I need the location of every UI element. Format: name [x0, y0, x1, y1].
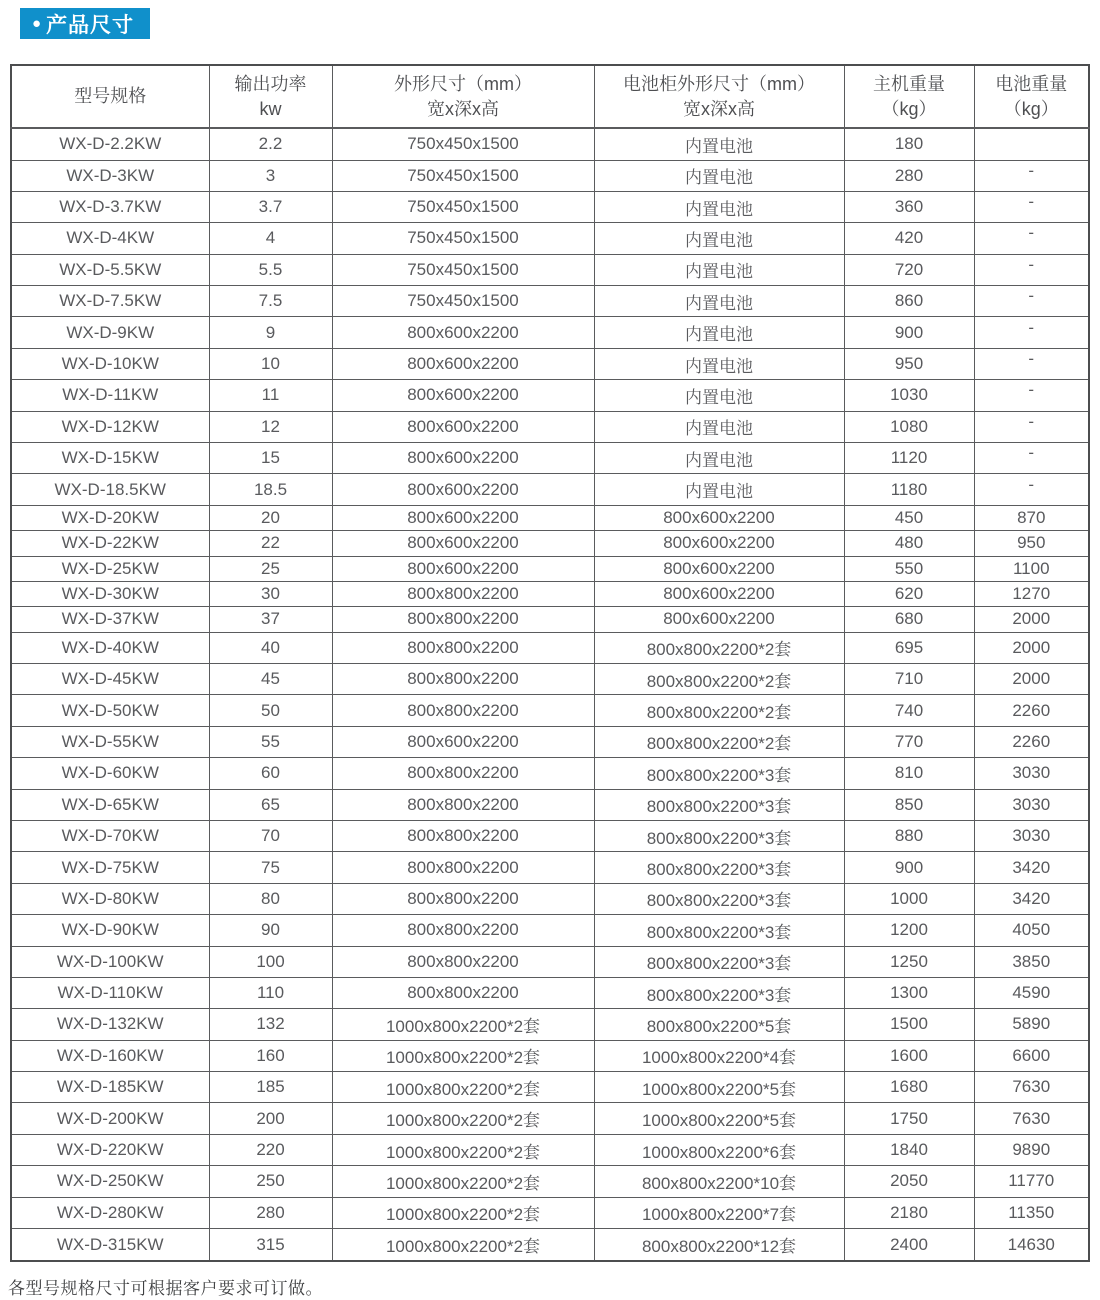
cell-host-weight: 850 [844, 789, 974, 820]
column-header-model: 型号规格 [11, 65, 209, 128]
cell-battery-weight: - [974, 223, 1089, 254]
cell-battery-weight: - [974, 254, 1089, 285]
cell-model: WX-D-55KW [11, 726, 209, 757]
cell-model: WX-D-3.7KW [11, 191, 209, 222]
cell-battery-weight: 6600 [974, 1040, 1089, 1071]
cell-output-power: 5.5 [209, 254, 332, 285]
cell-host-weight: 2180 [844, 1197, 974, 1228]
cell-dimensions: 750x450x1500 [332, 286, 594, 317]
cell-output-power: 132 [209, 1009, 332, 1040]
cell-host-weight: 420 [844, 223, 974, 254]
cell-output-power: 250 [209, 1166, 332, 1197]
cell-model: WX-D-185KW [11, 1072, 209, 1103]
cell-output-power: 75 [209, 852, 332, 883]
cell-host-weight: 360 [844, 191, 974, 222]
cell-model: WX-D-80KW [11, 883, 209, 914]
cell-battery-weight: 3420 [974, 852, 1089, 883]
cell-dimensions: 800x600x2200 [332, 531, 594, 556]
cell-dimensions: 1000x800x2200*2套 [332, 1040, 594, 1071]
cell-dimensions: 1000x800x2200*2套 [332, 1197, 594, 1228]
cell-battery-weight: - [974, 160, 1089, 191]
cell-output-power: 18.5 [209, 474, 332, 505]
table-row [11, 915, 1089, 946]
cell-dimensions: 750x450x1500 [332, 128, 594, 160]
cell-battery-weight: 3850 [974, 946, 1089, 977]
cell-dimensions: 800x800x2200 [332, 820, 594, 851]
cell-battery-cabinet-dimensions: 内置电池 [594, 380, 844, 411]
cell-battery-weight: 2000 [974, 632, 1089, 663]
table-row [11, 820, 1089, 851]
cell-dimensions: 800x600x2200 [332, 411, 594, 442]
cell-output-power: 30 [209, 581, 332, 606]
cell-dimensions: 800x800x2200 [332, 632, 594, 663]
cell-dimensions: 1000x800x2200*2套 [332, 1009, 594, 1040]
cell-model: WX-D-15KW [11, 443, 209, 474]
cell-battery-weight: 1270 [974, 581, 1089, 606]
cell-model: WX-D-100KW [11, 946, 209, 977]
cell-battery-weight: 11770 [974, 1166, 1089, 1197]
table-row [11, 1009, 1089, 1040]
cell-dimensions: 800x800x2200 [332, 852, 594, 883]
cell-battery-cabinet-dimensions: 1000x800x2200*5套 [594, 1072, 844, 1103]
cell-battery-cabinet-dimensions: 内置电池 [594, 286, 844, 317]
cell-host-weight: 695 [844, 632, 974, 663]
cell-battery-weight: 5890 [974, 1009, 1089, 1040]
cell-battery-weight: 950 [974, 531, 1089, 556]
table-row [11, 1103, 1089, 1134]
cell-host-weight: 900 [844, 317, 974, 348]
column-header-dimensions: 外形尺寸（mm） 宽x深x高 [332, 65, 594, 128]
table-row [11, 946, 1089, 977]
cell-battery-weight: - [974, 474, 1089, 505]
cell-battery-cabinet-dimensions: 800x800x2200*3套 [594, 883, 844, 914]
cell-model: WX-D-20KW [11, 505, 209, 530]
cell-host-weight: 2400 [844, 1229, 974, 1261]
cell-battery-cabinet-dimensions: 1000x800x2200*7套 [594, 1197, 844, 1228]
table-row [11, 852, 1089, 883]
table-row [11, 1166, 1089, 1197]
cell-dimensions: 800x800x2200 [332, 607, 594, 632]
cell-model: WX-D-60KW [11, 758, 209, 789]
cell-host-weight: 550 [844, 556, 974, 581]
cell-model: WX-D-2.2KW [11, 128, 209, 160]
cell-battery-cabinet-dimensions: 800x600x2200 [594, 531, 844, 556]
cell-host-weight: 2050 [844, 1166, 974, 1197]
cell-battery-cabinet-dimensions: 1000x800x2200*6套 [594, 1134, 844, 1165]
cell-battery-weight [974, 128, 1089, 160]
cell-battery-cabinet-dimensions: 800x800x2200*2套 [594, 632, 844, 663]
cell-battery-weight: 11350 [974, 1197, 1089, 1228]
cell-output-power: 160 [209, 1040, 332, 1071]
cell-battery-weight: 2000 [974, 663, 1089, 694]
cell-dimensions: 800x800x2200 [332, 663, 594, 694]
cell-host-weight: 1750 [844, 1103, 974, 1134]
cell-model: WX-D-315KW [11, 1229, 209, 1261]
table-row [11, 474, 1089, 505]
cell-battery-weight: 3030 [974, 820, 1089, 851]
cell-battery-cabinet-dimensions: 1000x800x2200*5套 [594, 1103, 844, 1134]
cell-battery-cabinet-dimensions: 内置电池 [594, 223, 844, 254]
cell-host-weight: 740 [844, 695, 974, 726]
cell-dimensions: 800x600x2200 [332, 474, 594, 505]
cell-output-power: 185 [209, 1072, 332, 1103]
cell-battery-weight: - [974, 191, 1089, 222]
cell-output-power: 25 [209, 556, 332, 581]
cell-output-power: 40 [209, 632, 332, 663]
cell-output-power: 80 [209, 883, 332, 914]
cell-dimensions: 800x600x2200 [332, 726, 594, 757]
cell-battery-cabinet-dimensions: 800x800x2200*3套 [594, 820, 844, 851]
cell-battery-weight: 3030 [974, 758, 1089, 789]
cell-battery-weight: 3030 [974, 789, 1089, 820]
cell-output-power: 50 [209, 695, 332, 726]
cell-host-weight: 1300 [844, 977, 974, 1008]
cell-dimensions: 800x600x2200 [332, 443, 594, 474]
table-row [11, 348, 1089, 379]
cell-output-power: 45 [209, 663, 332, 694]
cell-dimensions: 800x600x2200 [332, 380, 594, 411]
product-dimensions-table [10, 64, 1090, 1262]
table-row [11, 1072, 1089, 1103]
cell-model: WX-D-12KW [11, 411, 209, 442]
column-header-host-weight: 主机重量 （kg） [844, 65, 974, 128]
cell-battery-weight: - [974, 348, 1089, 379]
cell-battery-cabinet-dimensions: 800x800x2200*3套 [594, 977, 844, 1008]
cell-model: WX-D-65KW [11, 789, 209, 820]
table-row [11, 1134, 1089, 1165]
cell-output-power: 110 [209, 977, 332, 1008]
cell-model: WX-D-200KW [11, 1103, 209, 1134]
table-row [11, 726, 1089, 757]
cell-model: WX-D-132KW [11, 1009, 209, 1040]
cell-model: WX-D-280KW [11, 1197, 209, 1228]
cell-model: WX-D-10KW [11, 348, 209, 379]
cell-host-weight: 1840 [844, 1134, 974, 1165]
cell-host-weight: 180 [844, 128, 974, 160]
cell-model: WX-D-11KW [11, 380, 209, 411]
cell-output-power: 315 [209, 1229, 332, 1261]
cell-battery-cabinet-dimensions: 内置电池 [594, 160, 844, 191]
cell-output-power: 200 [209, 1103, 332, 1134]
cell-output-power: 65 [209, 789, 332, 820]
section-title: 产品尺寸 [46, 13, 135, 37]
cell-dimensions: 800x800x2200 [332, 758, 594, 789]
cell-battery-weight: 7630 [974, 1072, 1089, 1103]
cell-dimensions: 800x800x2200 [332, 789, 594, 820]
cell-output-power: 9 [209, 317, 332, 348]
cell-output-power: 3 [209, 160, 332, 191]
cell-host-weight: 480 [844, 531, 974, 556]
table-row [11, 1197, 1089, 1228]
cell-host-weight: 720 [844, 254, 974, 285]
cell-output-power: 70 [209, 820, 332, 851]
cell-battery-cabinet-dimensions: 800x800x2200*3套 [594, 789, 844, 820]
cell-dimensions: 800x800x2200 [332, 695, 594, 726]
cell-battery-cabinet-dimensions: 800x600x2200 [594, 505, 844, 530]
cell-host-weight: 1000 [844, 883, 974, 914]
cell-battery-cabinet-dimensions: 800x800x2200*12套 [594, 1229, 844, 1261]
cell-output-power: 220 [209, 1134, 332, 1165]
cell-output-power: 37 [209, 607, 332, 632]
cell-dimensions: 1000x800x2200*2套 [332, 1072, 594, 1103]
cell-battery-weight: 1100 [974, 556, 1089, 581]
cell-host-weight: 1030 [844, 380, 974, 411]
cell-dimensions: 1000x800x2200*2套 [332, 1103, 594, 1134]
cell-model: WX-D-18.5KW [11, 474, 209, 505]
cell-battery-cabinet-dimensions: 1000x800x2200*4套 [594, 1040, 844, 1071]
table-row [11, 556, 1089, 581]
cell-dimensions: 1000x800x2200*2套 [332, 1134, 594, 1165]
table-row [11, 191, 1089, 222]
cell-dimensions: 800x600x2200 [332, 556, 594, 581]
cell-dimensions: 800x800x2200 [332, 581, 594, 606]
table-row [11, 443, 1089, 474]
cell-output-power: 7.5 [209, 286, 332, 317]
cell-dimensions: 800x600x2200 [332, 348, 594, 379]
table-row [11, 128, 1089, 160]
cell-battery-weight: - [974, 411, 1089, 442]
cell-dimensions: 750x450x1500 [332, 223, 594, 254]
cell-host-weight: 770 [844, 726, 974, 757]
cell-model: WX-D-37KW [11, 607, 209, 632]
cell-dimensions: 800x800x2200 [332, 915, 594, 946]
cell-output-power: 10 [209, 348, 332, 379]
cell-output-power: 11 [209, 380, 332, 411]
cell-battery-cabinet-dimensions: 内置电池 [594, 474, 844, 505]
cell-host-weight: 680 [844, 607, 974, 632]
cell-host-weight: 860 [844, 286, 974, 317]
cell-battery-weight: 3420 [974, 883, 1089, 914]
table-row [11, 758, 1089, 789]
cell-dimensions: 800x600x2200 [332, 317, 594, 348]
column-header-battery-cabinet-dimensions: 电池柜外形尺寸（mm） 宽x深x高 [594, 65, 844, 128]
cell-battery-cabinet-dimensions: 800x800x2200*2套 [594, 726, 844, 757]
cell-battery-weight: - [974, 443, 1089, 474]
cell-model: WX-D-45KW [11, 663, 209, 694]
cell-output-power: 15 [209, 443, 332, 474]
cell-battery-cabinet-dimensions: 内置电池 [594, 254, 844, 285]
cell-output-power: 20 [209, 505, 332, 530]
cell-battery-cabinet-dimensions: 800x800x2200*3套 [594, 852, 844, 883]
cell-output-power: 4 [209, 223, 332, 254]
table-row [11, 695, 1089, 726]
bullet-icon: ● [32, 15, 43, 32]
cell-host-weight: 1080 [844, 411, 974, 442]
cell-model: WX-D-250KW [11, 1166, 209, 1197]
cell-battery-cabinet-dimensions: 800x800x2200*2套 [594, 663, 844, 694]
cell-output-power: 3.7 [209, 191, 332, 222]
cell-battery-cabinet-dimensions: 800x800x2200*3套 [594, 946, 844, 977]
cell-output-power: 55 [209, 726, 332, 757]
column-header-battery-weight: 电池重量 （kg） [974, 65, 1089, 128]
table-row [11, 223, 1089, 254]
cell-battery-cabinet-dimensions: 800x600x2200 [594, 607, 844, 632]
table-row [11, 505, 1089, 530]
cell-battery-cabinet-dimensions: 800x800x2200*5套 [594, 1009, 844, 1040]
cell-battery-weight: 14630 [974, 1229, 1089, 1261]
cell-battery-cabinet-dimensions: 800x800x2200*2套 [594, 695, 844, 726]
cell-dimensions: 1000x800x2200*2套 [332, 1229, 594, 1261]
cell-battery-weight: 2000 [974, 607, 1089, 632]
cell-battery-cabinet-dimensions: 800x800x2200*10套 [594, 1166, 844, 1197]
table-row [11, 883, 1089, 914]
cell-battery-cabinet-dimensions: 内置电池 [594, 411, 844, 442]
table-row [11, 663, 1089, 694]
cell-model: WX-D-50KW [11, 695, 209, 726]
cell-host-weight: 1200 [844, 915, 974, 946]
cell-output-power: 60 [209, 758, 332, 789]
cell-battery-cabinet-dimensions: 800x800x2200*3套 [594, 915, 844, 946]
cell-host-weight: 1600 [844, 1040, 974, 1071]
cell-output-power: 2.2 [209, 128, 332, 160]
table-row [11, 977, 1089, 1008]
cell-output-power: 90 [209, 915, 332, 946]
cell-host-weight: 450 [844, 505, 974, 530]
cell-host-weight: 810 [844, 758, 974, 789]
table-row [11, 254, 1089, 285]
cell-output-power: 12 [209, 411, 332, 442]
cell-battery-cabinet-dimensions: 内置电池 [594, 443, 844, 474]
cell-battery-cabinet-dimensions: 内置电池 [594, 191, 844, 222]
cell-battery-weight: 9890 [974, 1134, 1089, 1165]
cell-model: WX-D-7.5KW [11, 286, 209, 317]
cell-battery-cabinet-dimensions: 800x600x2200 [594, 556, 844, 581]
table-row [11, 380, 1089, 411]
table-row [11, 1040, 1089, 1071]
cell-battery-weight: 4050 [974, 915, 1089, 946]
cell-model: WX-D-30KW [11, 581, 209, 606]
table-row [11, 632, 1089, 663]
cell-battery-weight: 2260 [974, 726, 1089, 757]
cell-battery-weight: 7630 [974, 1103, 1089, 1134]
cell-dimensions: 1000x800x2200*2套 [332, 1166, 594, 1197]
cell-host-weight: 620 [844, 581, 974, 606]
table-row [11, 160, 1089, 191]
cell-output-power: 22 [209, 531, 332, 556]
cell-dimensions: 750x450x1500 [332, 160, 594, 191]
cell-model: WX-D-75KW [11, 852, 209, 883]
table-row [11, 411, 1089, 442]
cell-host-weight: 1500 [844, 1009, 974, 1040]
cell-dimensions: 800x800x2200 [332, 946, 594, 977]
cell-battery-weight: 4590 [974, 977, 1089, 1008]
section-title-badge [20, 8, 150, 39]
table-row [11, 1229, 1089, 1261]
cell-battery-cabinet-dimensions: 800x600x2200 [594, 581, 844, 606]
cell-battery-weight: - [974, 317, 1089, 348]
footnote: 各型号规格尺寸可根据客户要求可订做。 [8, 1279, 323, 1298]
column-header-output-power: 输出功率 kw [209, 65, 332, 128]
cell-host-weight: 710 [844, 663, 974, 694]
cell-output-power: 100 [209, 946, 332, 977]
cell-host-weight: 280 [844, 160, 974, 191]
table-row [11, 317, 1089, 348]
cell-model: WX-D-90KW [11, 915, 209, 946]
cell-model: WX-D-9KW [11, 317, 209, 348]
table-row [11, 531, 1089, 556]
cell-dimensions: 800x800x2200 [332, 977, 594, 1008]
table-row [11, 581, 1089, 606]
table-row [11, 789, 1089, 820]
cell-model: WX-D-22KW [11, 531, 209, 556]
cell-battery-cabinet-dimensions: 内置电池 [594, 348, 844, 379]
cell-battery-cabinet-dimensions: 内置电池 [594, 128, 844, 160]
cell-host-weight: 1680 [844, 1072, 974, 1103]
cell-model: WX-D-3KW [11, 160, 209, 191]
table-row [11, 607, 1089, 632]
cell-dimensions: 750x450x1500 [332, 191, 594, 222]
cell-host-weight: 1180 [844, 474, 974, 505]
cell-battery-weight: 870 [974, 505, 1089, 530]
cell-model: WX-D-70KW [11, 820, 209, 851]
table-row [11, 286, 1089, 317]
cell-dimensions: 750x450x1500 [332, 254, 594, 285]
cell-output-power: 280 [209, 1197, 332, 1228]
cell-battery-weight: 2260 [974, 695, 1089, 726]
cell-battery-weight: - [974, 380, 1089, 411]
cell-dimensions: 800x600x2200 [332, 505, 594, 530]
cell-dimensions: 800x800x2200 [332, 883, 594, 914]
cell-model: WX-D-25KW [11, 556, 209, 581]
cell-host-weight: 900 [844, 852, 974, 883]
cell-model: WX-D-40KW [11, 632, 209, 663]
cell-host-weight: 1250 [844, 946, 974, 977]
cell-model: WX-D-220KW [11, 1134, 209, 1165]
cell-host-weight: 1120 [844, 443, 974, 474]
cell-model: WX-D-4KW [11, 223, 209, 254]
cell-host-weight: 880 [844, 820, 974, 851]
cell-battery-weight: - [974, 286, 1089, 317]
cell-battery-cabinet-dimensions: 800x800x2200*3套 [594, 758, 844, 789]
cell-model: WX-D-160KW [11, 1040, 209, 1071]
cell-battery-cabinet-dimensions: 内置电池 [594, 317, 844, 348]
table-header-row [11, 65, 1089, 128]
cell-model: WX-D-5.5KW [11, 254, 209, 285]
cell-model: WX-D-110KW [11, 977, 209, 1008]
cell-host-weight: 950 [844, 348, 974, 379]
